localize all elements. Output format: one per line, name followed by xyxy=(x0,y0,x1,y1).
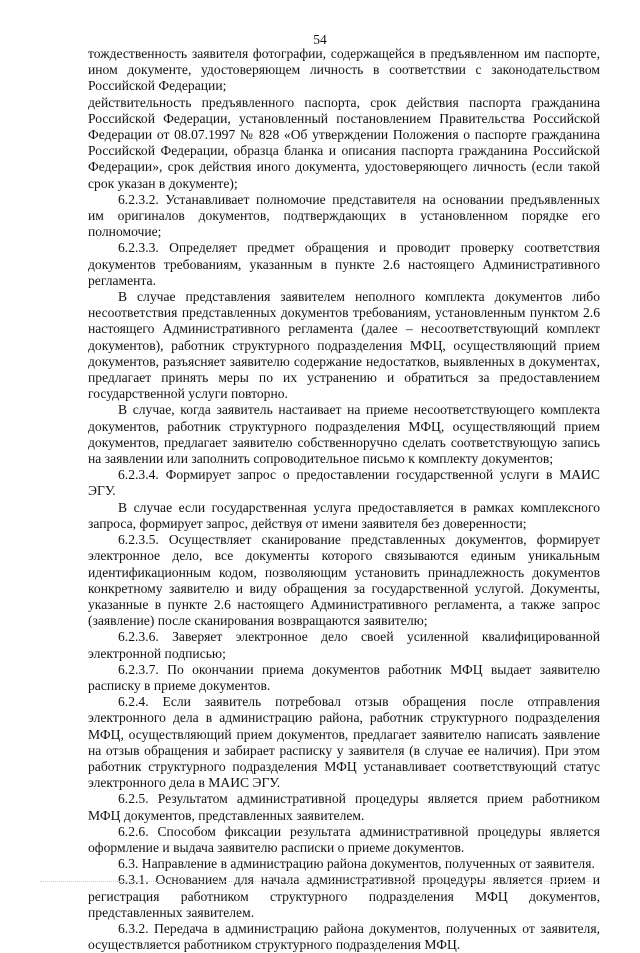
paragraph: 6.2.3.4. Формирует запрос о предоставлении государственной услуги в МАИС ЭГУ. xyxy=(88,467,600,499)
paragraph: тождественность заявителя фотографии, содержащейся в предъявленном им паспорте, ином документе, удостоверяющем личность в соответствии с законодательством Российской Федерации; xyxy=(88,46,600,94)
paragraph: В случае, когда заявитель настаивает на приеме несоответствующего комплекта документов, работник структурного подразделения МФЦ, осуществляющий прием документов, предлагает заявителю собственноручно сделать соответствующую запись на заявлении или заполнить сопроводительное письмо к комплекту документов; xyxy=(88,402,600,467)
paragraph: 6.2.3.2. Устанавливает полномочие представителя на основании предъявленных им оригиналов документов, подтверждающих в установленном порядке его полномочие; xyxy=(88,191,600,240)
paragraph: 6.2.3.6. Заверяет электронное дело своей усиленной квалифицированной электронной подписью; xyxy=(88,629,600,661)
paragraph: В случае представления заявителем неполного комплекта документов либо несоответствия представленных документов требованиям, установленным пунктом 2.6 настоящего Административного регламента (далее – несоответствующий комплект документов), работник структурного подразделения МФЦ, осуществляющий прием документов, разъясняет заявителю содержание недостатков, выявленных в документах, предлагает принять меры по их устранению и обратиться за предоставлением государственной услуги повторно. xyxy=(88,289,600,402)
paragraph: 6.2.3.5. Осуществляет сканирование представленных документов, формирует электронное дело, все документы которого связываются единым уникальным идентификационным кодом, позволяющим установить принадлежность документов конкретному заявителю и виду обращения за государственной услугой. Документы, указанные в пункте 2.6 настоящего Административного регламента, а также запрос (заявление) после сканирования возвращаются заявителю; xyxy=(88,532,600,629)
paragraph: 6.2.4. Если заявитель потребовал отзыв обращения после отправления электронного дела в администрацию района, работник структурного подразделения МФЦ, осуществляющий прием документов, предлагает заявителю написать заявление на отзыв обращения и забирает расписку у заявителя (в случае ее наличия). При этом работник структурного подразделения МФЦ устанавливает соответствующий статус электронного дела в МАИС ЭГУ. xyxy=(88,694,600,791)
paragraph: 6.2.6. Способом фиксации результата административной процедуры является оформление и выдача заявителю расписки о приеме документов. xyxy=(88,823,600,855)
paragraph: действительность предъявленного паспорта, срок действия паспорта гражданина Российской Федерации, установленный постановлением Правительства Российской Федерации от 08.07.1997 № 828 «Об утверждении Положения о паспорте гражданина Российской Федерации, образца бланка и описания паспорта гражданина Российской Федерации», срок действия иного документа, удостоверяющего личность (если такой срок указан в документе); xyxy=(88,94,600,191)
paragraph: 6.3. Направление в администрацию района документов, полученных от заявителя. xyxy=(118,856,595,872)
document-body xyxy=(88,46,600,953)
scan-edge-divider xyxy=(40,881,600,883)
paragraph: В случае если государственная услуга предоставляется в рамках комплексного запроса, формирует запрос, действуя от имени заявителя без доверенности; xyxy=(88,499,600,531)
paragraph: 6.3.1. Основанием для начала административной процедуры является прием и регистрация работником структурного подразделения МФЦ документов, представленных заявителем. xyxy=(88,872,600,920)
paragraph: 6.2.3.7. По окончании приема документов работник МФЦ выдает заявителю расписку в приеме документов. xyxy=(88,661,600,693)
page-number: 54 xyxy=(313,32,327,47)
paragraph: 6.2.3.3. Определяет предмет обращения и проводит проверку соответствия документов требованиям, указанным в пункте 2.6 настоящего Административного регламента. xyxy=(88,240,600,288)
paragraph: 6.2.5. Результатом административной процедуры является прием работником МФЦ документов, представленных заявителем. xyxy=(88,791,600,823)
paragraph: 6.3.2. Передача в администрацию района документов, полученных от заявителя, осуществляется работником структурного подразделения МФЦ. xyxy=(88,920,600,953)
